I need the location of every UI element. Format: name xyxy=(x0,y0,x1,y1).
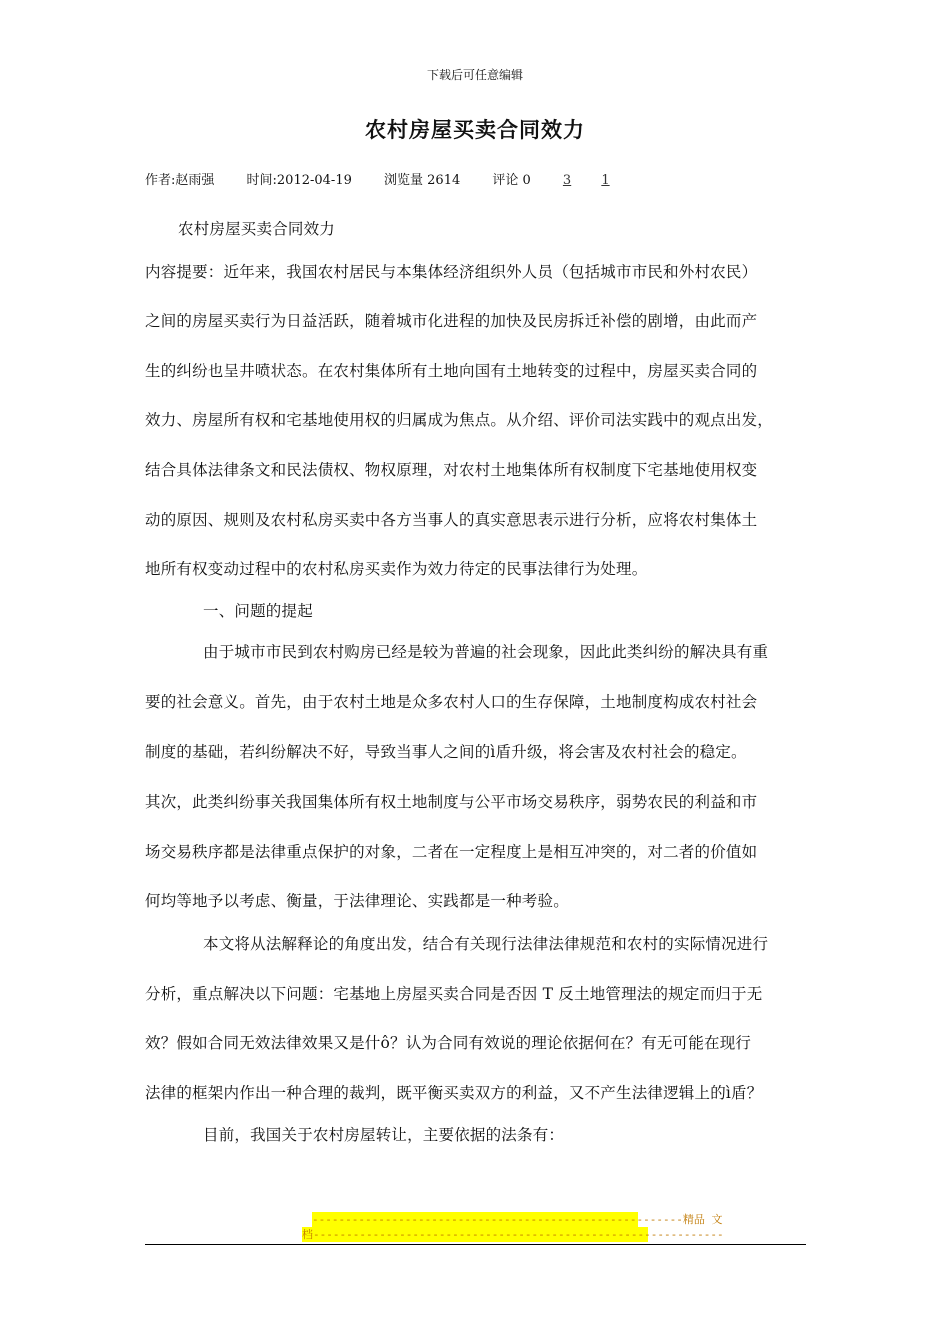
body-line: 法律的框架内作出一种合理的裁判，既平衡买卖双方的利益，又不产生法律逻辑上的ì盾？ xyxy=(145,1084,763,1102)
body-line: 其次，此类纠纷事关我国集体所有权土地制度与公平市场交易秩序，弱势农民的利益和市 xyxy=(145,793,758,811)
body-line: 制度的基础，若纠纷解决不好，导致当事人之间的ì盾升级，将会害及农村社会的稳定。 xyxy=(145,743,747,761)
body-line: 本文将从法解释论的角度出发，结合有关现行法律法律规范和农村的实际情况进行 xyxy=(203,935,769,953)
body-line: 要的社会意义。首先，由于农村土地是众多农村人口的生存保障，土地制度构成农村社会 xyxy=(145,693,758,711)
author: 作者:赵雨强 xyxy=(145,173,215,188)
page-title: 农村房屋买卖合同效力 xyxy=(365,117,585,142)
body-line: 场交易秩序都是法律重点保护的对象，二者在一定程度上是相互冲突的，对二者的价值如 xyxy=(145,843,758,861)
article-meta xyxy=(145,169,636,188)
footer-watermark-line2: 档-------------------------------------------------------------- xyxy=(302,1228,724,1241)
body-subtitle: 农村房屋买卖合同效力 xyxy=(178,220,336,238)
body-line: 分析，重点解决以下问题：宅基地上房屋买卖合同是否因 T 反土地管理法的规定而归于无 xyxy=(145,985,763,1003)
body-line: 地所有权变动过程中的农村私房买卖作为效力待定的民事法律行为处理。 xyxy=(145,560,648,578)
body-line: 效？假如合同无效法律效果又是什ô？认为合同有效说的理论依据何在？有无可能在现行 xyxy=(145,1034,752,1052)
body-line: 生的纠纷也呈井喷状态。在农村集体所有土地向国有土地转变的过程中，房屋买卖合同的 xyxy=(145,362,758,380)
body-line: 目前，我国关于农村房屋转让，主要依据的法条有： xyxy=(203,1126,565,1144)
body-line: 何均等地予以考虑、衡量，于法律理论、实践都是一种考验。 xyxy=(145,892,569,910)
body-line: 动的原因、规则及农村私房买卖中各方当事人的真实意思表示进行分析，应将农村集体土 xyxy=(145,511,758,529)
view-count: 浏览量 2614 xyxy=(384,173,461,188)
body-line: 效力、房屋所有权和宅基地使用权的归属成为焦点。从介绍、评价司法实践中的观点出发， xyxy=(145,411,774,429)
meta-link-1[interactable]: 1 xyxy=(601,173,610,188)
body-line: 由于城市市民到农村购房已经是较为普遍的社会现象，因此此类纠纷的解决具有重 xyxy=(203,643,769,661)
body-line: 内容提要：近年来，我国农村居民与本集体经济组织外人员（包括城市市民和外村农民） xyxy=(145,263,758,281)
footer-divider xyxy=(145,1244,806,1245)
publish-time: 时间:2012-04-19 xyxy=(246,173,352,188)
comment-count: 评论 0 xyxy=(492,173,531,188)
download-note: 下载后可任意编辑 xyxy=(426,68,523,82)
meta-link-3[interactable]: 3 xyxy=(562,173,572,188)
body-line: 结合具体法律条文和民法债权、物权原理，对农村土地集体所有权制度下宅基地使用权变 xyxy=(145,461,758,479)
body-line: 之间的房屋买卖行为日益活跃，随着城市化进程的加快及民房拆迁补偿的剧增，由此而产 xyxy=(145,312,758,330)
section-heading: 一、问题的提起 xyxy=(203,602,313,620)
footer-watermark-line1: --------------------------------------------------------精品 文 xyxy=(312,1213,723,1226)
